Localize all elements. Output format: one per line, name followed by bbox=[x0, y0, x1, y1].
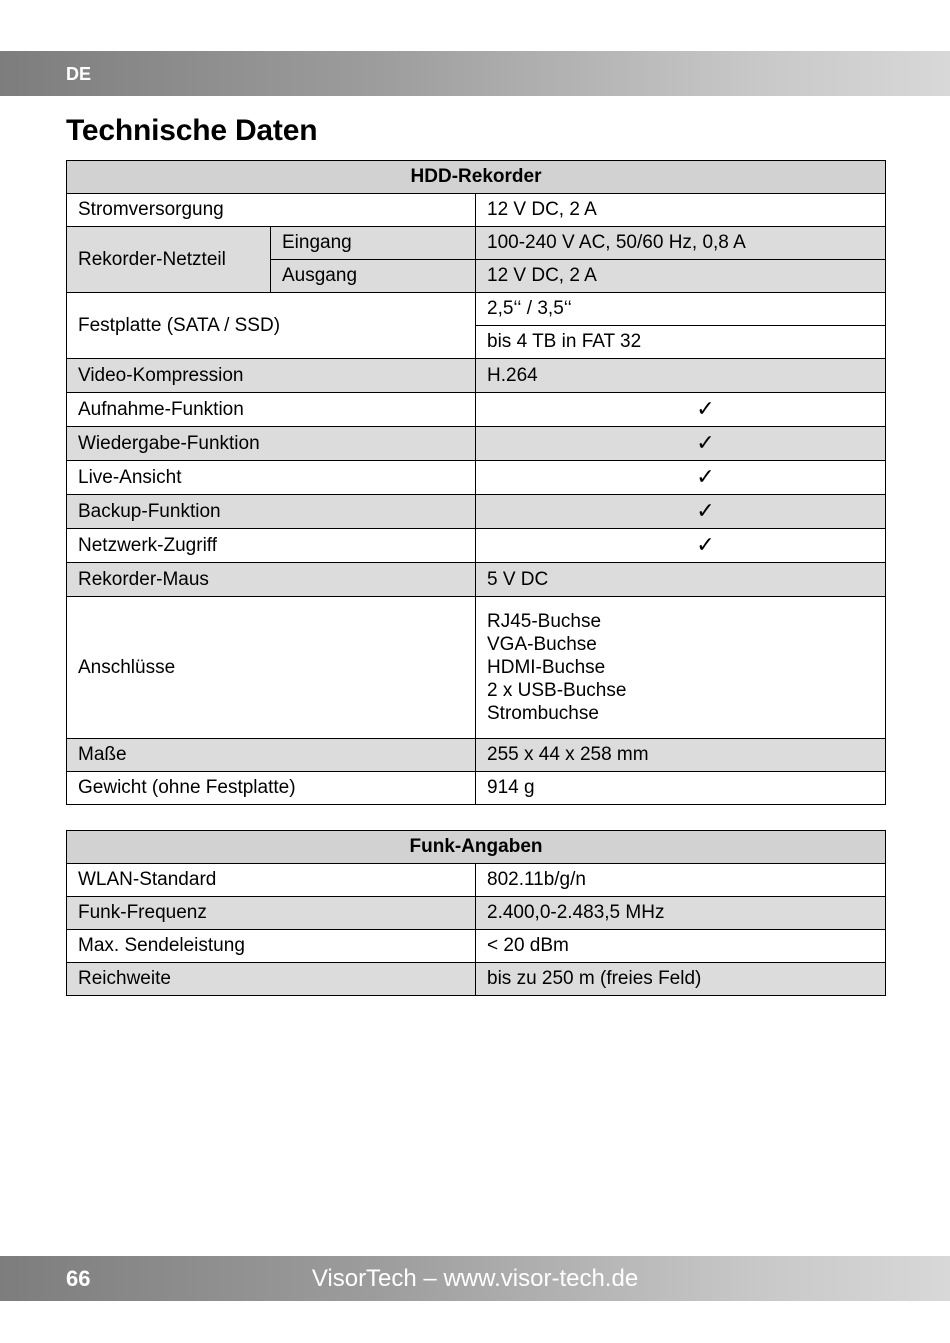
spec-label: Netzwerk-Zugriff bbox=[67, 529, 476, 563]
connector-item: 2 x USB-Buchse bbox=[487, 680, 627, 701]
language-label: DE bbox=[66, 64, 92, 84]
spec-value: 5 V DC bbox=[476, 563, 886, 597]
spec-label: Gewicht (ohne Festplatte) bbox=[67, 772, 476, 805]
hdd-heading: HDD-Rekorder bbox=[67, 161, 886, 194]
spec-label: Rekorder-Netzteil bbox=[67, 227, 271, 293]
page-title: Technische Daten bbox=[66, 114, 318, 147]
connector-item: VGA-Buchse bbox=[487, 634, 597, 655]
spec-label: Reichweite bbox=[67, 963, 476, 996]
spec-value: H.264 bbox=[476, 359, 886, 393]
connector-item: RJ45-Buchse bbox=[487, 611, 602, 632]
checkmark-icon: ✓ bbox=[696, 533, 715, 558]
spec-label: Live-Ansicht bbox=[67, 461, 476, 495]
spec-label: WLAN-Standard bbox=[67, 864, 476, 897]
checkmark-icon: ✓ bbox=[696, 397, 715, 422]
spec-label: Festplatte (SATA / SSD) bbox=[67, 293, 476, 359]
funk-spec-table bbox=[66, 830, 886, 996]
spec-label: Max. Sendeleistung bbox=[67, 930, 476, 963]
spec-value: < 20 dBm bbox=[476, 930, 886, 963]
spec-label: Backup-Funktion bbox=[67, 495, 476, 529]
spec-label: Funk-Frequenz bbox=[67, 897, 476, 930]
spec-value: 255 x 44 x 258 mm bbox=[476, 739, 886, 772]
spec-sublabel: Ausgang bbox=[271, 260, 476, 293]
spec-label: Video-Kompression bbox=[67, 359, 476, 393]
funk-heading: Funk-Angaben bbox=[67, 831, 886, 864]
checkmark-icon: ✓ bbox=[696, 499, 715, 524]
connector-item: Strombuchse bbox=[487, 703, 599, 724]
spec-label: Aufnahme-Funktion bbox=[67, 393, 476, 427]
hdd-spec-table bbox=[66, 160, 886, 805]
spec-value: 914 g bbox=[476, 772, 886, 805]
spec-value: 100-240 V AC, 50/60 Hz, 0,8 A bbox=[476, 227, 886, 260]
spec-value: 802.11b/g/n bbox=[476, 864, 886, 897]
spec-label: Maße bbox=[67, 739, 476, 772]
spec-value: 2,5‘‘ / 3,5‘‘ bbox=[476, 293, 886, 326]
spec-value: bis 4 TB in FAT 32 bbox=[476, 326, 886, 359]
spec-label: Rekorder-Maus bbox=[67, 563, 476, 597]
spec-value: 2.400,0-2.483,5 MHz bbox=[476, 897, 886, 930]
spec-label: Stromversorgung bbox=[67, 194, 476, 227]
spec-value: bis zu 250 m (freies Feld) bbox=[476, 963, 886, 996]
spec-label: Wiedergabe-Funktion bbox=[67, 427, 476, 461]
footer-bar bbox=[0, 1256, 950, 1301]
footer-brand: VisorTech – www.visor-tech.de bbox=[311, 1265, 639, 1292]
connector-list bbox=[476, 597, 886, 739]
spec-value: 12 V DC, 2 A bbox=[476, 260, 886, 293]
checkmark-icon: ✓ bbox=[696, 465, 715, 490]
spec-value: 12 V DC, 2 A bbox=[476, 194, 886, 227]
header-bar bbox=[0, 51, 950, 96]
checkmark-icon: ✓ bbox=[696, 431, 715, 456]
connector-item: HDMI-Buchse bbox=[487, 657, 606, 678]
spec-label: Anschlüsse bbox=[67, 597, 476, 739]
page-number: 66 bbox=[66, 1266, 91, 1291]
spec-sublabel: Eingang bbox=[271, 227, 476, 260]
